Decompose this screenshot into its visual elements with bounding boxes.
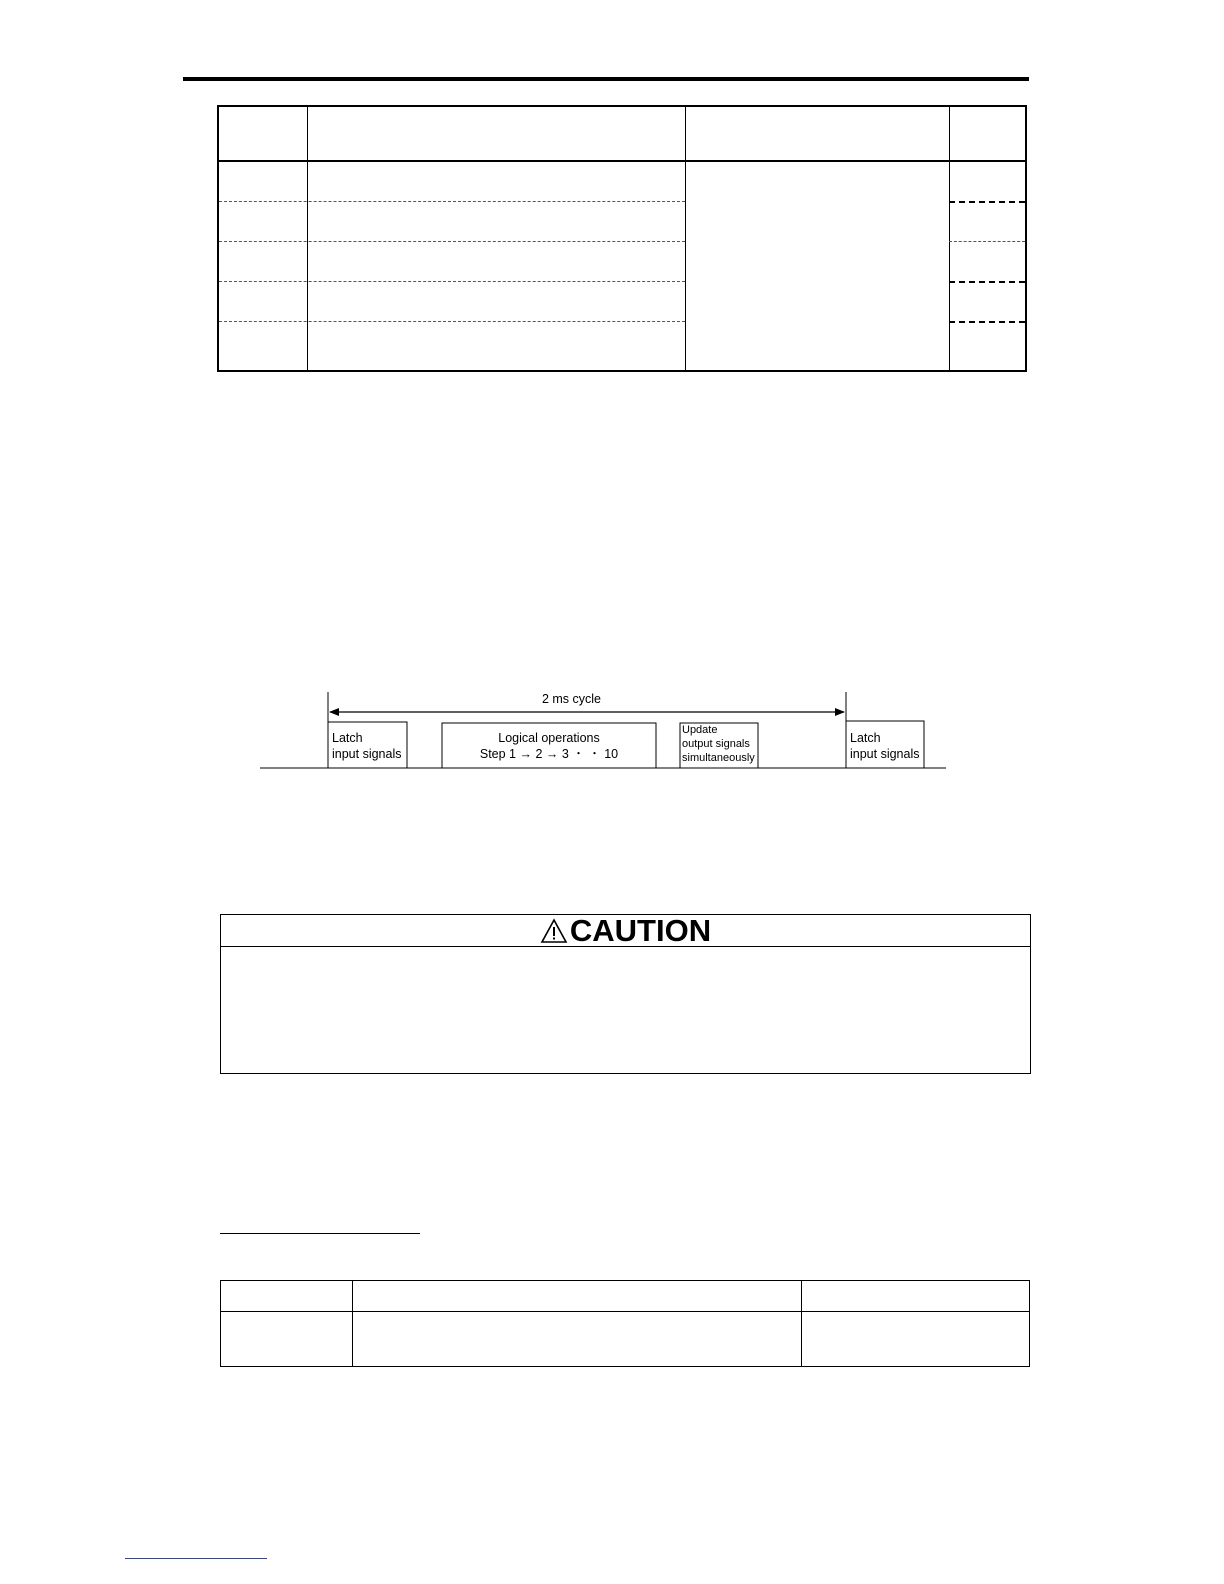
table-column-divider (352, 1281, 353, 1366)
table-header-divider (219, 160, 1025, 162)
table-row-divider (219, 241, 685, 242)
footnote-rule (220, 1233, 420, 1234)
table-row-divider (949, 281, 1025, 283)
table-row-divider (219, 321, 685, 322)
table-row-divider (949, 241, 1025, 242)
logic-label-line1: Logical operations (498, 731, 600, 745)
caution-header (221, 915, 1030, 947)
table-column-divider (685, 107, 686, 370)
table-column-divider (949, 107, 950, 370)
table-column-divider (801, 1281, 802, 1366)
update-label-line2: output signals (682, 738, 750, 750)
table-row-divider (949, 321, 1025, 323)
table-row-divider (949, 201, 1025, 203)
link-underline[interactable] (125, 1558, 267, 1559)
warning-triangle-icon (540, 918, 568, 944)
logic-label-line2: Step 1 → 2 → 3 ・ ・ 10 (479, 747, 619, 761)
update-label-line3: simultaneously (682, 752, 755, 764)
caution-title: CAUTION (569, 913, 712, 948)
timing-diagram-labels (260, 686, 960, 776)
header-rule (183, 77, 1029, 81)
table-row-divider (219, 201, 685, 202)
summary-table (220, 1280, 1030, 1367)
table-row-divider (219, 281, 685, 282)
latch-label-line1: Latch (332, 731, 363, 745)
latch-next-label-line1: Latch (850, 731, 881, 745)
latch-label-line2: input signals (332, 747, 402, 761)
parameter-table (217, 105, 1027, 372)
cycle-label: 2 ms cycle (541, 692, 602, 706)
latch-next-label-line2: input signals (850, 747, 920, 761)
table-header-divider (221, 1311, 1029, 1312)
caution-box (220, 914, 1031, 1074)
update-label-line1: Update (682, 724, 718, 736)
table-column-divider (307, 107, 308, 370)
